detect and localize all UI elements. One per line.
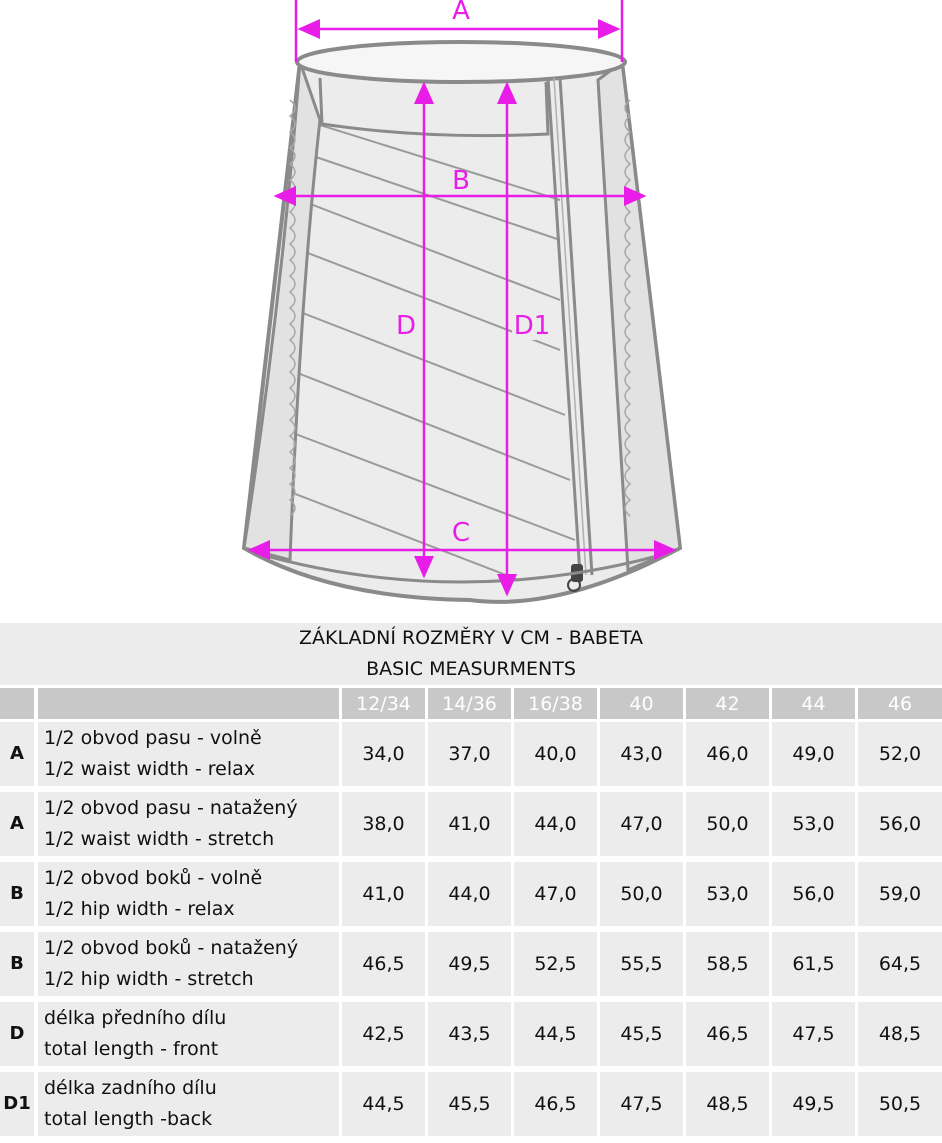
row-label [38, 722, 339, 786]
row-code: B [0, 862, 34, 926]
dimension-d-label: D [395, 311, 417, 341]
row-label-cz: délka zadního dílu [44, 1077, 217, 1099]
value-cell: 53,0 [772, 792, 855, 856]
header-size: 46 [858, 688, 942, 719]
row-label [38, 792, 339, 856]
size-table [0, 623, 942, 1143]
value-cell: 52,5 [514, 932, 597, 996]
value-cell: 44,0 [514, 792, 597, 856]
value-cell: 47,5 [600, 1072, 683, 1136]
value-cell: 49,5 [772, 1072, 855, 1136]
value-cell: 50,0 [600, 862, 683, 926]
header-size: 16/38 [514, 688, 597, 719]
value-cell: 44,0 [428, 862, 511, 926]
value-cell: 45,5 [600, 1002, 683, 1066]
table-row [0, 792, 942, 856]
table-row [0, 862, 942, 926]
row-label-en: 1/2 waist width - relax [44, 758, 256, 780]
row-code: B [0, 932, 34, 996]
row-label [38, 932, 339, 996]
table-title [0, 623, 942, 685]
value-cell: 46,0 [686, 722, 769, 786]
header-size: 40 [600, 688, 683, 719]
value-cell: 42,5 [342, 1002, 425, 1066]
value-cell: 43,5 [428, 1002, 511, 1066]
value-cell: 49,0 [772, 722, 855, 786]
row-label [38, 862, 339, 926]
value-cell: 61,5 [772, 932, 855, 996]
row-label-cz: délka předního dílu [44, 1007, 227, 1029]
value-cell: 41,0 [342, 862, 425, 926]
row-label-en: total length - front [44, 1038, 219, 1060]
row-label-en: 1/2 hip width - stretch [44, 968, 254, 990]
value-cell: 53,0 [686, 862, 769, 926]
row-label-cz: 1/2 obvod boků - natažený [44, 937, 299, 959]
table-title-line2: BASIC MEASURMENTS [366, 658, 576, 680]
dimension-b-label: B [452, 166, 470, 196]
value-cell: 48,5 [858, 1002, 942, 1066]
value-cell: 41,0 [428, 792, 511, 856]
row-code: A [0, 722, 34, 786]
value-cell: 64,5 [858, 932, 942, 996]
value-cell: 50,5 [858, 1072, 942, 1136]
table-row [0, 1002, 942, 1066]
value-cell: 46,5 [342, 932, 425, 996]
row-label-en: total length -back [44, 1108, 213, 1130]
value-cell: 59,0 [858, 862, 942, 926]
table-title-line1: ZÁKLADNÍ ROZMĚRY V CM - BABETA [298, 627, 643, 649]
dimension-a-label: A [452, 0, 470, 26]
row-code: A [0, 792, 34, 856]
row-label-cz: 1/2 obvod boků - volně [44, 867, 263, 889]
value-cell: 56,0 [858, 792, 942, 856]
table-header-row [0, 688, 942, 719]
value-cell: 58,5 [686, 932, 769, 996]
value-cell: 48,5 [686, 1072, 769, 1136]
value-cell: 50,0 [686, 792, 769, 856]
value-cell: 43,0 [600, 722, 683, 786]
header-size: 42 [686, 688, 769, 719]
row-label-en: 1/2 waist width - stretch [44, 828, 275, 850]
row-label-cz: 1/2 obvod pasu - natažený [44, 797, 298, 819]
header-size: 14/36 [428, 688, 511, 719]
value-cell: 40,0 [514, 722, 597, 786]
row-code: D1 [0, 1072, 34, 1136]
row-label-en: 1/2 hip width - relax [44, 898, 235, 920]
value-cell: 47,0 [514, 862, 597, 926]
header-size: 44 [772, 688, 855, 719]
value-cell: 46,5 [514, 1072, 597, 1136]
row-label-cz: 1/2 obvod pasu - volně [44, 727, 262, 749]
value-cell: 47,0 [600, 792, 683, 856]
row-label [38, 1002, 339, 1066]
dimension-d1-label: D1 [513, 311, 551, 341]
value-cell: 44,5 [342, 1072, 425, 1136]
value-cell: 46,5 [686, 1002, 769, 1066]
value-cell: 55,5 [600, 932, 683, 996]
row-label [38, 1072, 339, 1136]
table-row [0, 932, 942, 996]
header-size: 12/34 [342, 688, 425, 719]
table-row [0, 722, 942, 786]
value-cell: 49,5 [428, 932, 511, 996]
value-cell: 56,0 [772, 862, 855, 926]
dimension-c-label: C [451, 518, 471, 548]
value-cell: 52,0 [858, 722, 942, 786]
value-cell: 37,0 [428, 722, 511, 786]
value-cell: 47,5 [772, 1002, 855, 1066]
value-cell: 34,0 [342, 722, 425, 786]
header-empty-label [38, 688, 339, 719]
row-code: D [0, 1002, 34, 1066]
header-empty-code [0, 688, 34, 719]
table-row [0, 1072, 942, 1136]
value-cell: 45,5 [428, 1072, 511, 1136]
value-cell: 44,5 [514, 1002, 597, 1066]
value-cell: 38,0 [342, 792, 425, 856]
